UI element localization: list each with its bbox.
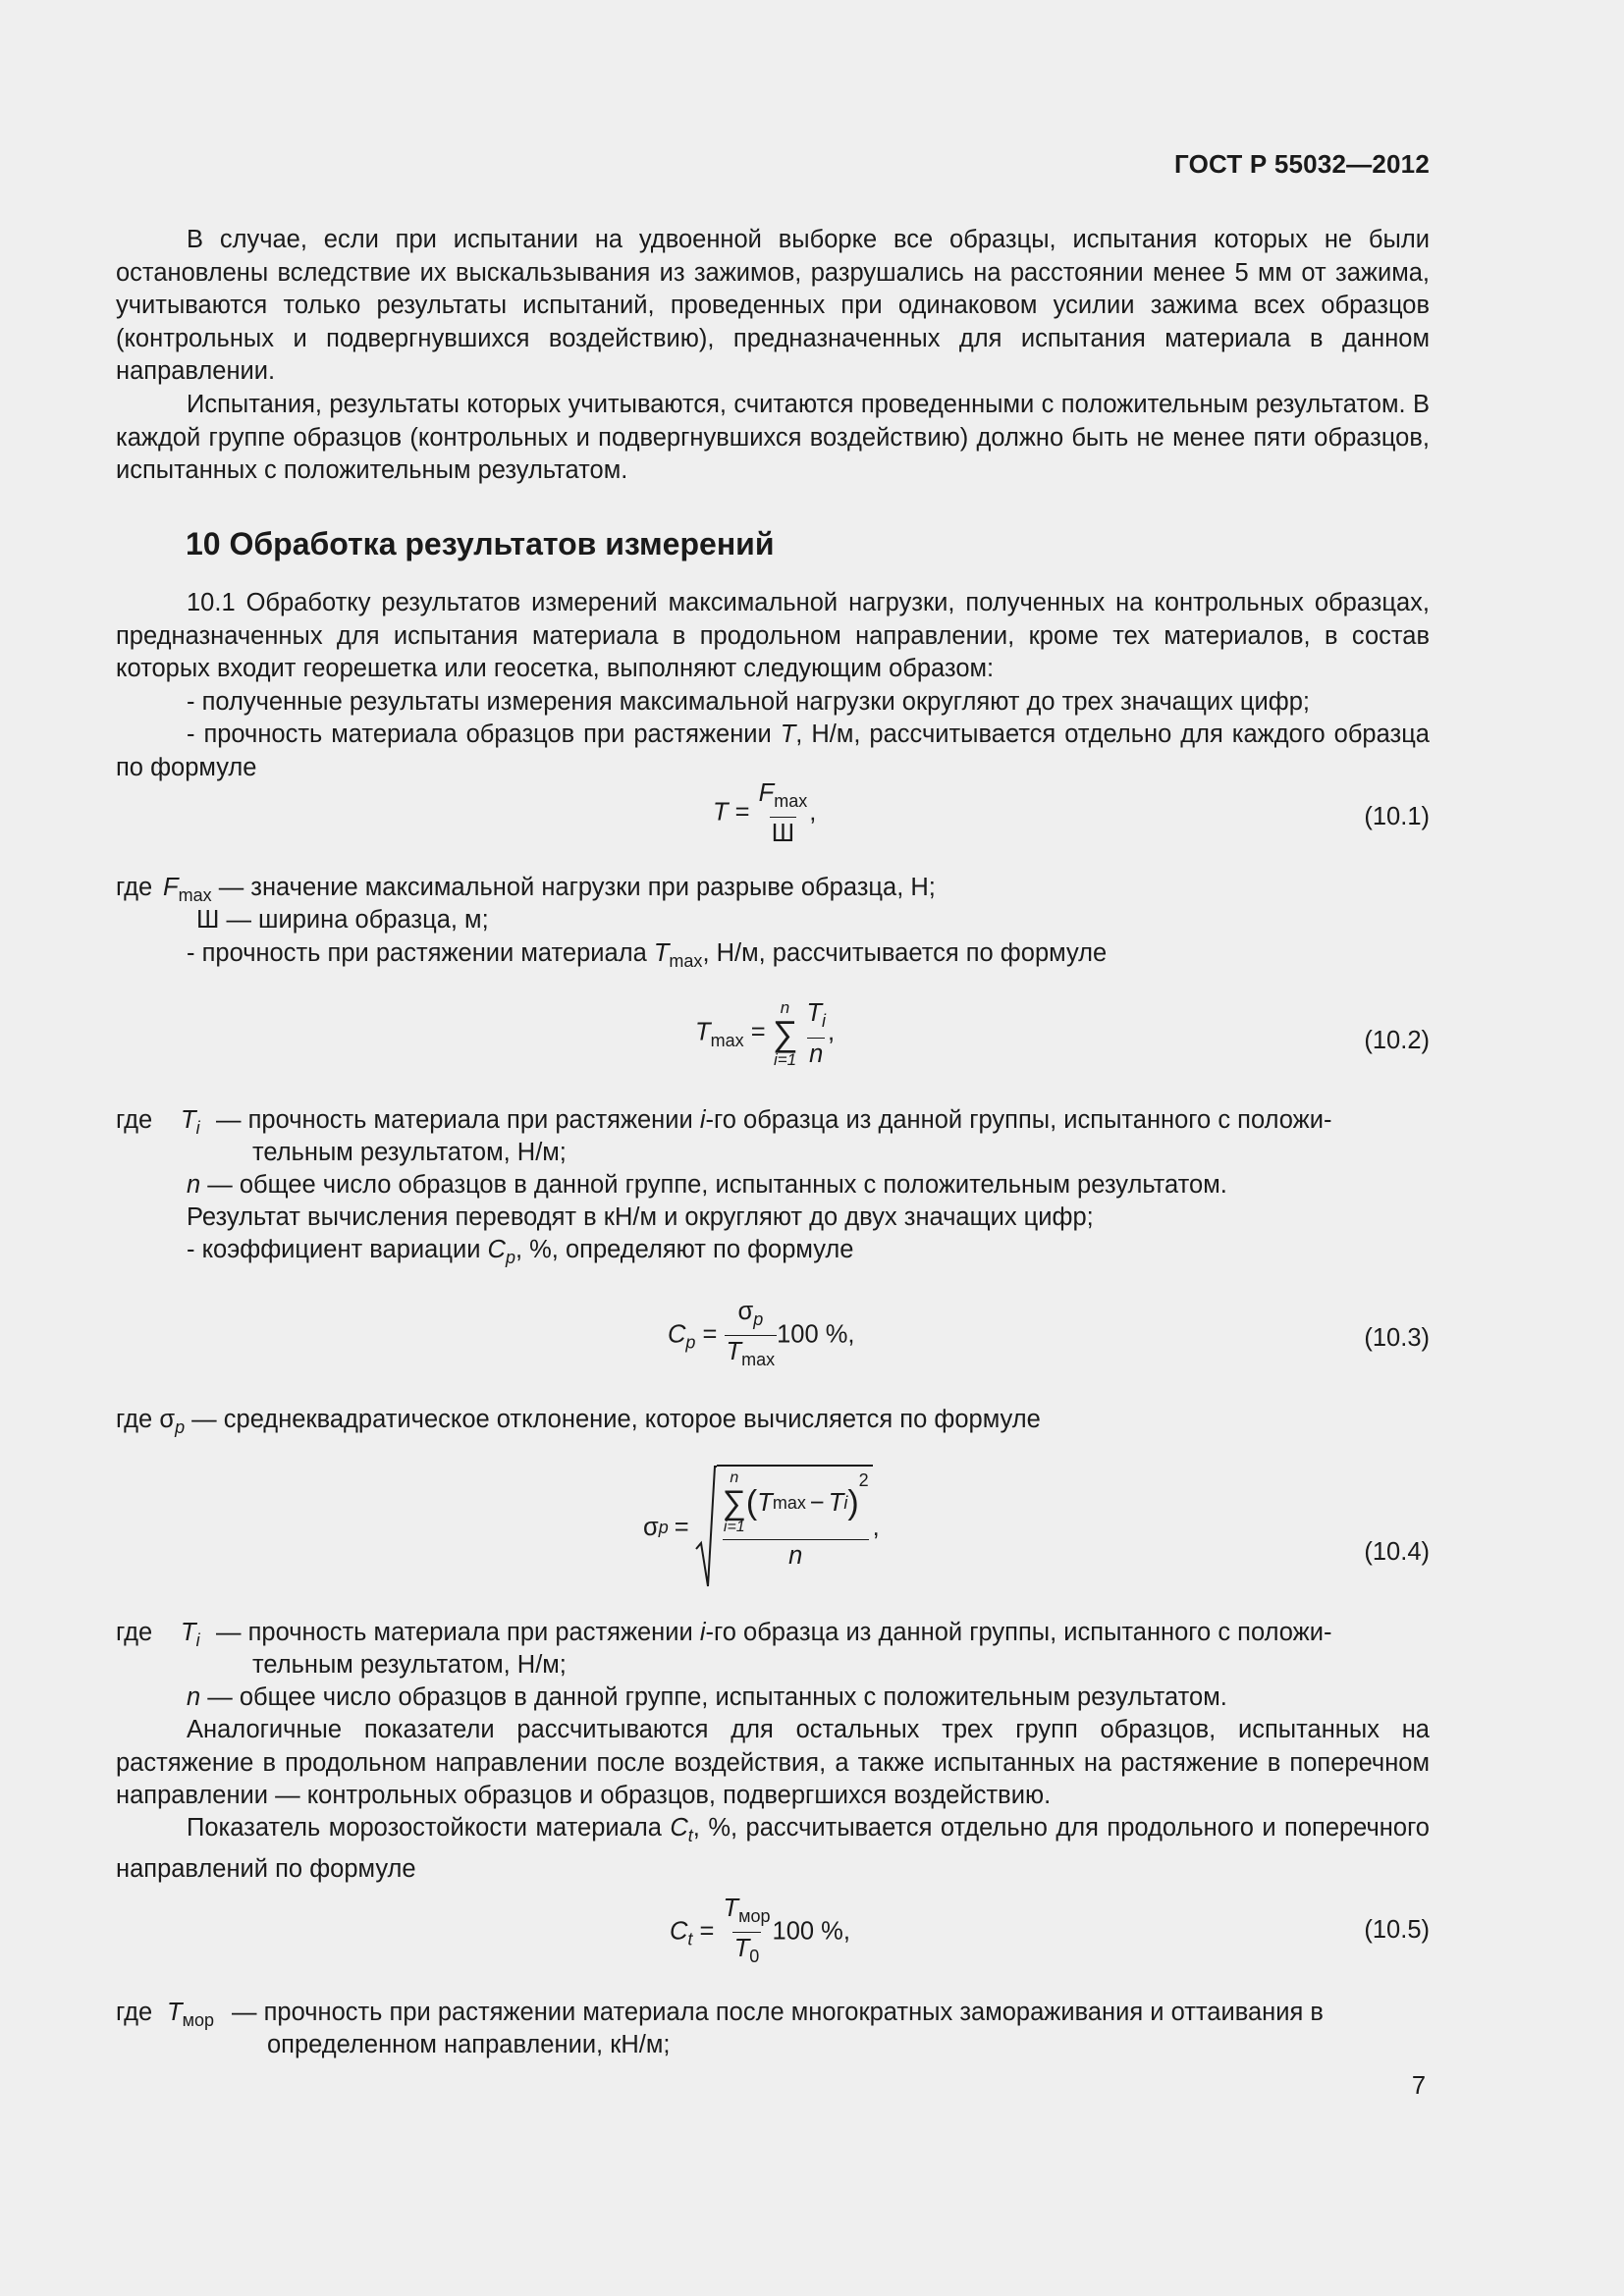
equation-number-10-2: (10.2) [1364, 1027, 1430, 1054]
equation-10-1: T = $\frac{F_{max}}{Ш}$ , [713, 779, 817, 848]
definition-ti-2: — прочность материала при растяжении i-го образца из данной группы, испытанного с положи- [216, 1619, 1332, 1646]
section-title: 10 Обработка результатов измерений [186, 526, 775, 561]
bullet-1: - полученные результаты измерения максимальной нагрузки округляют до трех значащих цифр; [187, 688, 1311, 716]
bullet-4: - коэффициент вариации $C_p$, %, определяют по формуле [187, 1236, 854, 1268]
radicand: n ∑ i=1 ( T max − T i ) $^2$ n [717, 1465, 873, 1590]
equation-10-2: $T_{max}$ = n ∑ i=1 $\frac{T_i}{n}$ , [695, 998, 836, 1069]
definition-ti-symbol: $T_i$ [181, 1106, 200, 1139]
definition-tmor-cont: определенном направлении, кН/м; [267, 2031, 671, 2058]
sigma-icon: ∑ [722, 1484, 746, 1522]
sum-operator: n ∑ i=1 [772, 998, 798, 1069]
definition-n: n — общее число образцов в данной группе, испытанных с положительным результатом. [187, 1171, 1227, 1199]
fraction: $\frac{T_{мор}}{T_0}$ [722, 1895, 773, 1970]
result-line: Результат вычисления переводят в кН/м и округляют до двух значащих цифр; [187, 1203, 1094, 1231]
sum-operator: n ∑ i=1 [722, 1469, 746, 1535]
equation-10-4: σ p = n ∑ i=1 ( T max − T i ) $^2$ n , [643, 1465, 880, 1590]
bullet-2: - прочность материала образцов при растяжении T, Н/м, рассчитывается отдельно для каждого образца по формуле [116, 721, 1430, 781]
paragraph-5: Показатель морозостойкости материала $C_t$, %, рассчитывается отдельно для продольного и поперечного направлений по формуле [116, 1814, 1430, 1883]
fraction: $\frac{T_i}{n}$ [806, 999, 827, 1068]
definition-ti-symbol-2: $T_i$ [181, 1619, 200, 1651]
definition-sigma: где $\sigma_p$ — среднеквадратическое отклонение, которое вычисляется по формуле [116, 1406, 1041, 1438]
square-root [695, 1465, 873, 1590]
equation-number-10-3: (10.3) [1364, 1324, 1430, 1352]
equation-10-3: $C_p$ = $\frac{\sigma_p}{T_{max}}$ 100 %, [668, 1298, 855, 1373]
paragraph-1: В случае, если при испытании на удвоенной выборке все образцы, испытания которых не были остановлены вследствие их выскальзывания из зажимов, разрушались на расстоянии менее 5 мм от зажима, учитываются только результаты испытаний, проведенных при одинаковом усилии зажима всех образцов (контрольных и подвергнувшихся воздействию), предназначенных для испытания материала в данном направлении. [116, 226, 1430, 385]
definition-width: Ш — ширина образца, м; [196, 906, 489, 934]
radical-sign-icon [695, 1465, 717, 1590]
sigma-icon: ∑ [772, 1013, 798, 1053]
definition-ti-cont: тельным результатом, Н/м; [252, 1139, 567, 1166]
definition-ti: — прочность материала при растяжении i-го образца из данной группы, испытанного с положи- [216, 1106, 1332, 1134]
equation-10-5: $C_t$ = $\frac{T_{мор}}{T_0}$ 100 %, [670, 1895, 850, 1970]
bullet-3: - прочность при растяжении материала $T_{max}$, Н/м, рассчитывается по формуле [187, 939, 1108, 972]
definition-tmor-symbol: $T_{мор}$ [167, 1999, 214, 2031]
paragraph-3: 10.1 Обработку результатов измерений максимальной нагрузки, полученных на контрольных образцах, предназначенных для испытания материала в продольном направлении, кроме тех материалов, в состав которых входит георешетка или геосетка, выполняют следующим образом: [116, 589, 1430, 682]
equation-number-10-5: (10.5) [1364, 1916, 1430, 1944]
where-label-2: где [116, 1106, 153, 1134]
equation-number-10-1: (10.1) [1364, 803, 1430, 830]
where-label-1: где [116, 874, 153, 901]
document-header: ГОСТ Р 55032—2012 [1174, 149, 1430, 179]
paragraph-4: Аналогичные показатели рассчитываются для остальных трех групп образцов, испытанных на растяжение в продольном направлении после воздействия, а также испытанных на растяжение в поперечном направлении — контрольных образцов и образцов, подвергшихся воздействию. [116, 1716, 1430, 1809]
definition-n-2: n — общее число образцов в данной группе, испытанных с положительным результатом. [187, 1683, 1227, 1711]
where-label-5: где [116, 1999, 153, 2026]
page-number: 7 [1411, 2072, 1426, 2100]
equation-number-10-4: (10.4) [1364, 1538, 1430, 1566]
paragraph-2: Испытания, результаты которых учитываются, считаются проведенными с положительным результатом. В каждой группе образцов (контрольных и подвергнувшихся воздействию) должно быть не менее пяти образцов, испытанных с положительным результатом. [116, 391, 1430, 484]
fraction: $\frac{F_{max}}{Ш}$ [758, 779, 808, 848]
definition-ti-cont-2: тельным результатом, Н/м; [252, 1651, 567, 1679]
definition-fmax: $F_{max}$ — значение максимальной нагрузки при разрыве образца, Н; [163, 874, 936, 906]
definition-tmor: — прочность при растяжении материала после многократных замораживания и оттаивания в [232, 1999, 1324, 2026]
where-label-4: где [116, 1619, 153, 1646]
fraction: $\frac{\sigma_p}{T_{max}}$ [725, 1298, 778, 1373]
